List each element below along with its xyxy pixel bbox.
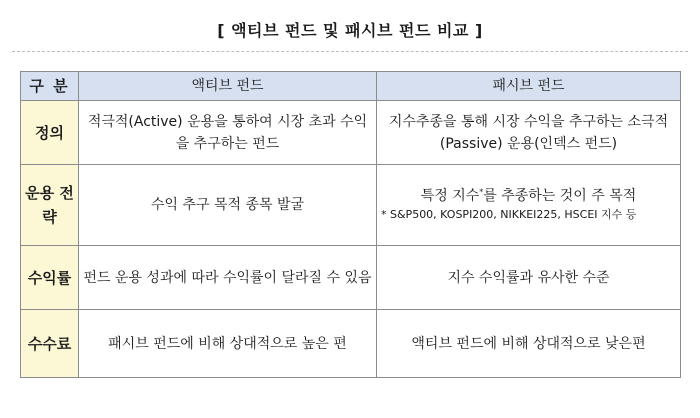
row-label-return: 수익률 — [21, 246, 79, 310]
passive-strategy-footnote: * S&P500, KOSPI200, NIKKEI225, HSCEI 지수 등 — [381, 208, 637, 221]
row-label-fee: 수수료 — [21, 310, 79, 378]
header-passive-fund: 패시브 펀드 — [377, 72, 681, 101]
page-title: [ 액티브 펀드 및 패시브 펀드 비교 ] — [217, 21, 483, 40]
header-active-fund: 액티브 펀드 — [79, 72, 377, 101]
divider — [12, 51, 688, 52]
table-row-strategy — [21, 165, 681, 246]
cell-passive-fee: 액티브 펀드에 비해 상대적으로 낮은편 — [377, 310, 681, 378]
passive-strategy-text: 특정 지수*를 추종하는 것이 주 목적 — [420, 187, 637, 204]
cell-passive-strategy — [377, 165, 681, 246]
footnote-marker: * — [479, 187, 484, 197]
table-header-row — [21, 72, 681, 101]
header-category: 구 분 — [21, 72, 79, 101]
cell-passive-definition: 지수추종을 통해 시장 수익을 추구하는 소극적(Passive) 운용(인덱스 펀드) — [377, 101, 681, 165]
cell-active-fee: 패시브 펀드에 비해 상대적으로 높은 편 — [79, 310, 377, 378]
table-row-fee — [21, 310, 681, 378]
cell-active-return: 펀드 운용 성과에 따라 수익률이 달라질 수 있음 — [79, 246, 377, 310]
row-label-definition: 정의 — [21, 101, 79, 165]
cell-active-strategy: 수익 추구 목적 종목 발굴 — [79, 165, 377, 246]
cell-active-definition: 적극적(Active) 운용을 통하여 시장 초과 수익을 추구하는 펀드 — [79, 101, 377, 165]
cell-passive-return: 지수 수익률과 유사한 수준 — [377, 246, 681, 310]
comparison-table — [20, 71, 681, 378]
table-row-definition — [21, 101, 681, 165]
row-label-strategy: 운용 전략 — [21, 165, 79, 246]
table-row-return — [21, 246, 681, 310]
